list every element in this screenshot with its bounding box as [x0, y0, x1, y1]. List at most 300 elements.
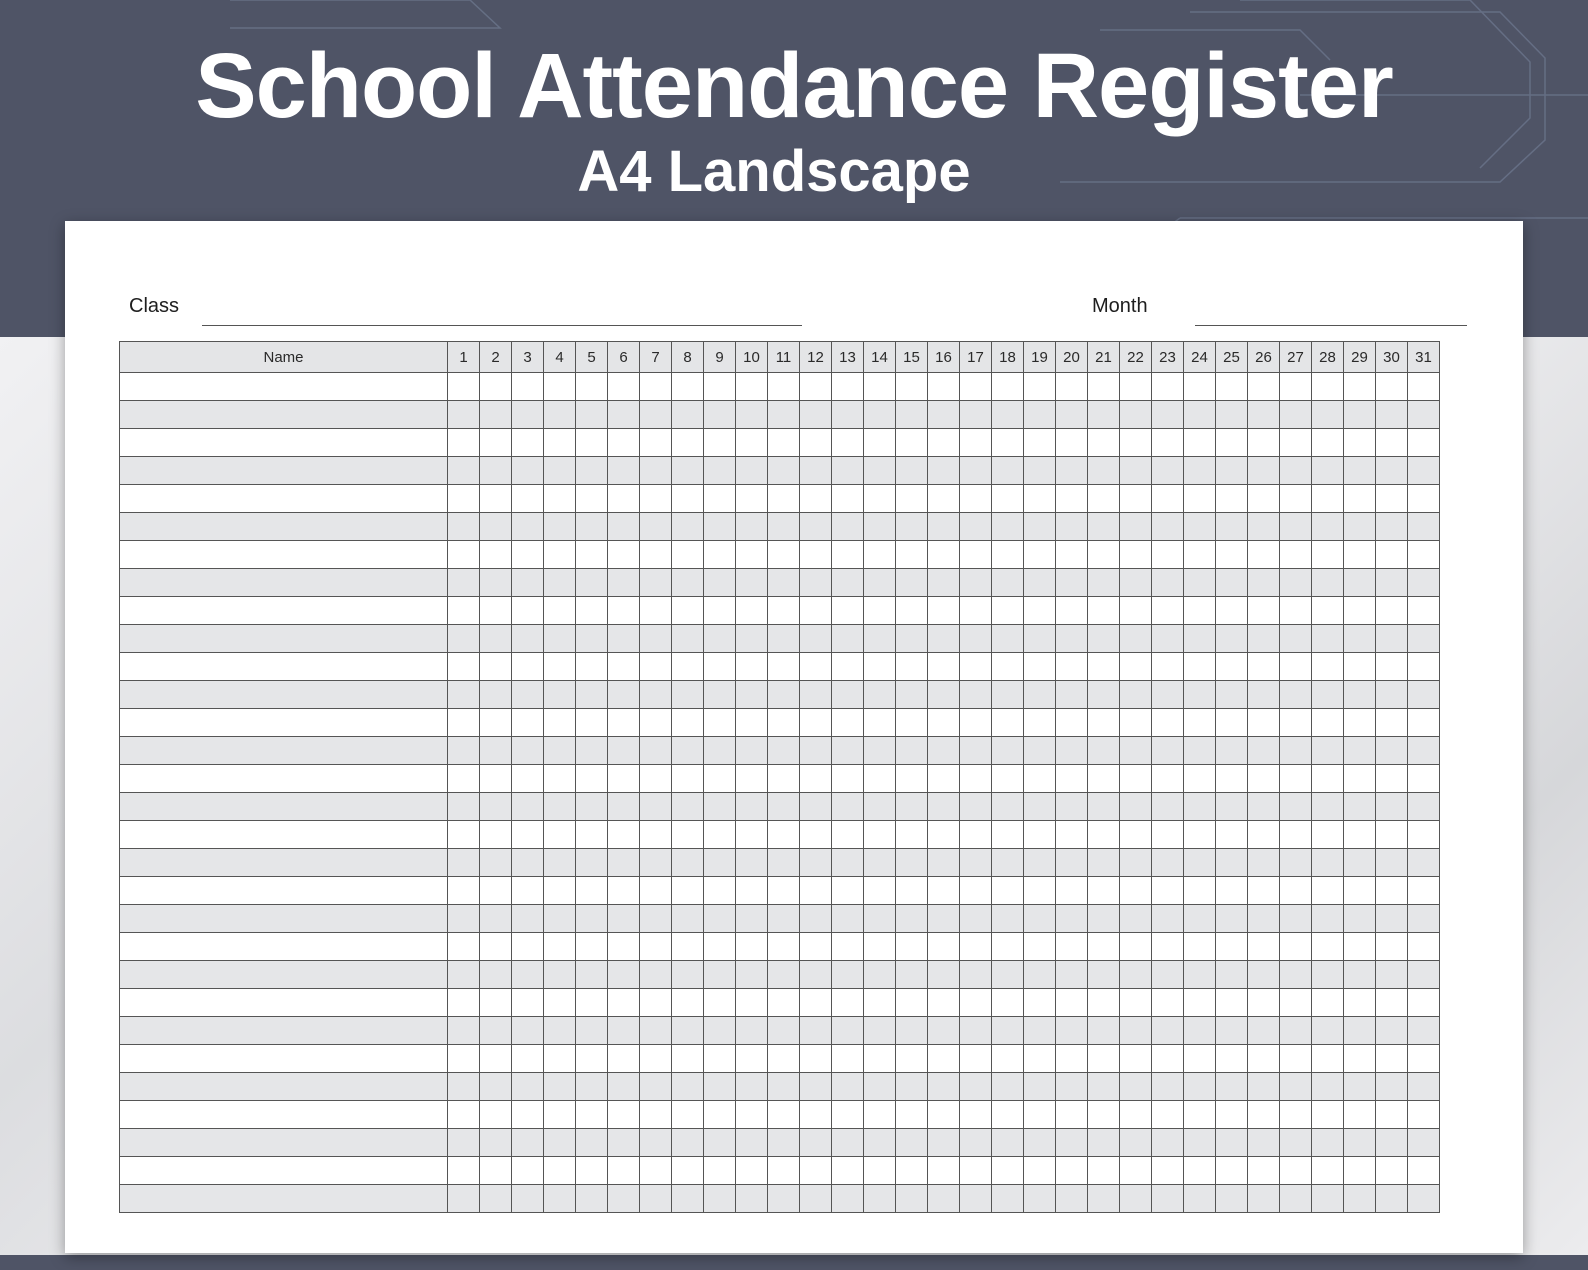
attendance-cell[interactable]: [1184, 625, 1216, 653]
attendance-cell[interactable]: [448, 513, 480, 541]
attendance-cell[interactable]: [864, 541, 896, 569]
attendance-cell[interactable]: [1376, 1101, 1408, 1129]
attendance-cell[interactable]: [640, 625, 672, 653]
student-name-cell[interactable]: [120, 1101, 448, 1129]
attendance-cell[interactable]: [1120, 821, 1152, 849]
attendance-cell[interactable]: [1152, 849, 1184, 877]
attendance-cell[interactable]: [608, 821, 640, 849]
attendance-cell[interactable]: [640, 821, 672, 849]
attendance-cell[interactable]: [1120, 961, 1152, 989]
attendance-cell[interactable]: [1312, 877, 1344, 905]
attendance-cell[interactable]: [928, 989, 960, 1017]
attendance-cell[interactable]: [736, 541, 768, 569]
attendance-cell[interactable]: [512, 821, 544, 849]
attendance-cell[interactable]: [1344, 597, 1376, 625]
attendance-cell[interactable]: [896, 429, 928, 457]
attendance-cell[interactable]: [544, 653, 576, 681]
attendance-cell[interactable]: [1312, 1017, 1344, 1045]
attendance-cell[interactable]: [1152, 429, 1184, 457]
attendance-cell[interactable]: [1184, 1129, 1216, 1157]
attendance-cell[interactable]: [1184, 961, 1216, 989]
attendance-cell[interactable]: [448, 877, 480, 905]
attendance-cell[interactable]: [1408, 737, 1440, 765]
attendance-cell[interactable]: [800, 625, 832, 653]
attendance-cell[interactable]: [768, 905, 800, 933]
attendance-cell[interactable]: [832, 1157, 864, 1185]
attendance-cell[interactable]: [1024, 709, 1056, 737]
attendance-cell[interactable]: [800, 597, 832, 625]
attendance-cell[interactable]: [864, 457, 896, 485]
attendance-cell[interactable]: [800, 709, 832, 737]
attendance-cell[interactable]: [768, 821, 800, 849]
attendance-cell[interactable]: [704, 373, 736, 401]
student-name-cell[interactable]: [120, 401, 448, 429]
attendance-cell[interactable]: [992, 737, 1024, 765]
attendance-cell[interactable]: [896, 569, 928, 597]
attendance-cell[interactable]: [928, 849, 960, 877]
attendance-cell[interactable]: [896, 541, 928, 569]
attendance-cell[interactable]: [704, 737, 736, 765]
attendance-cell[interactable]: [1280, 1157, 1312, 1185]
attendance-cell[interactable]: [1056, 877, 1088, 905]
attendance-cell[interactable]: [512, 429, 544, 457]
attendance-cell[interactable]: [1344, 569, 1376, 597]
attendance-cell[interactable]: [480, 1017, 512, 1045]
attendance-cell[interactable]: [1152, 961, 1184, 989]
attendance-cell[interactable]: [480, 961, 512, 989]
attendance-cell[interactable]: [1376, 1017, 1408, 1045]
attendance-cell[interactable]: [832, 569, 864, 597]
attendance-cell[interactable]: [768, 1045, 800, 1073]
attendance-cell[interactable]: [1024, 737, 1056, 765]
attendance-cell[interactable]: [1056, 1129, 1088, 1157]
student-name-cell[interactable]: [120, 429, 448, 457]
attendance-cell[interactable]: [864, 1157, 896, 1185]
attendance-cell[interactable]: [1248, 709, 1280, 737]
attendance-cell[interactable]: [1120, 1185, 1152, 1213]
attendance-cell[interactable]: [480, 1101, 512, 1129]
attendance-cell[interactable]: [448, 1073, 480, 1101]
attendance-cell[interactable]: [608, 597, 640, 625]
attendance-cell[interactable]: [448, 989, 480, 1017]
attendance-cell[interactable]: [576, 1185, 608, 1213]
attendance-cell[interactable]: [480, 905, 512, 933]
attendance-cell[interactable]: [736, 877, 768, 905]
attendance-cell[interactable]: [544, 877, 576, 905]
attendance-cell[interactable]: [640, 877, 672, 905]
attendance-cell[interactable]: [768, 401, 800, 429]
attendance-cell[interactable]: [1152, 737, 1184, 765]
attendance-cell[interactable]: [1408, 1017, 1440, 1045]
attendance-cell[interactable]: [1152, 1129, 1184, 1157]
attendance-cell[interactable]: [576, 765, 608, 793]
attendance-cell[interactable]: [832, 681, 864, 709]
attendance-cell[interactable]: [704, 933, 736, 961]
attendance-cell[interactable]: [1248, 1185, 1280, 1213]
attendance-cell[interactable]: [1312, 401, 1344, 429]
attendance-cell[interactable]: [1120, 709, 1152, 737]
attendance-cell[interactable]: [992, 625, 1024, 653]
attendance-cell[interactable]: [1408, 597, 1440, 625]
attendance-cell[interactable]: [672, 1073, 704, 1101]
attendance-cell[interactable]: [1280, 1129, 1312, 1157]
attendance-cell[interactable]: [736, 569, 768, 597]
attendance-cell[interactable]: [1312, 933, 1344, 961]
attendance-cell[interactable]: [1376, 485, 1408, 513]
attendance-cell[interactable]: [992, 569, 1024, 597]
student-name-cell[interactable]: [120, 1157, 448, 1185]
attendance-cell[interactable]: [1216, 821, 1248, 849]
attendance-cell[interactable]: [768, 709, 800, 737]
attendance-cell[interactable]: [608, 793, 640, 821]
attendance-cell[interactable]: [544, 737, 576, 765]
attendance-cell[interactable]: [480, 513, 512, 541]
attendance-cell[interactable]: [1312, 905, 1344, 933]
attendance-cell[interactable]: [992, 1129, 1024, 1157]
attendance-cell[interactable]: [736, 961, 768, 989]
attendance-cell[interactable]: [608, 849, 640, 877]
attendance-cell[interactable]: [1088, 877, 1120, 905]
attendance-cell[interactable]: [1248, 989, 1280, 1017]
attendance-cell[interactable]: [864, 709, 896, 737]
attendance-cell[interactable]: [1408, 625, 1440, 653]
attendance-cell[interactable]: [672, 1017, 704, 1045]
attendance-cell[interactable]: [608, 569, 640, 597]
attendance-cell[interactable]: [512, 1157, 544, 1185]
attendance-cell[interactable]: [1408, 653, 1440, 681]
attendance-cell[interactable]: [1088, 1129, 1120, 1157]
attendance-cell[interactable]: [1216, 541, 1248, 569]
attendance-cell[interactable]: [1184, 1017, 1216, 1045]
attendance-cell[interactable]: [672, 849, 704, 877]
attendance-cell[interactable]: [576, 597, 608, 625]
attendance-cell[interactable]: [640, 1185, 672, 1213]
attendance-cell[interactable]: [768, 457, 800, 485]
attendance-cell[interactable]: [992, 401, 1024, 429]
attendance-cell[interactable]: [448, 541, 480, 569]
attendance-cell[interactable]: [768, 961, 800, 989]
attendance-cell[interactable]: [928, 905, 960, 933]
attendance-cell[interactable]: [992, 1157, 1024, 1185]
attendance-cell[interactable]: [480, 849, 512, 877]
attendance-cell[interactable]: [832, 429, 864, 457]
attendance-cell[interactable]: [736, 597, 768, 625]
attendance-cell[interactable]: [448, 1157, 480, 1185]
attendance-cell[interactable]: [1184, 709, 1216, 737]
attendance-cell[interactable]: [544, 793, 576, 821]
attendance-cell[interactable]: [1216, 485, 1248, 513]
attendance-cell[interactable]: [928, 1045, 960, 1073]
attendance-cell[interactable]: [1216, 737, 1248, 765]
attendance-cell[interactable]: [704, 961, 736, 989]
attendance-cell[interactable]: [1184, 457, 1216, 485]
attendance-cell[interactable]: [1184, 1073, 1216, 1101]
attendance-cell[interactable]: [1024, 849, 1056, 877]
attendance-cell[interactable]: [1152, 1101, 1184, 1129]
attendance-cell[interactable]: [832, 653, 864, 681]
attendance-cell[interactable]: [448, 737, 480, 765]
attendance-cell[interactable]: [1056, 849, 1088, 877]
attendance-cell[interactable]: [832, 849, 864, 877]
student-name-cell[interactable]: [120, 821, 448, 849]
attendance-cell[interactable]: [1280, 401, 1312, 429]
attendance-cell[interactable]: [928, 457, 960, 485]
attendance-cell[interactable]: [1088, 961, 1120, 989]
attendance-cell[interactable]: [1376, 457, 1408, 485]
attendance-cell[interactable]: [1056, 513, 1088, 541]
attendance-cell[interactable]: [1152, 681, 1184, 709]
attendance-cell[interactable]: [1376, 905, 1408, 933]
attendance-cell[interactable]: [896, 1129, 928, 1157]
attendance-cell[interactable]: [1280, 485, 1312, 513]
attendance-cell[interactable]: [1376, 1185, 1408, 1213]
attendance-cell[interactable]: [928, 513, 960, 541]
attendance-cell[interactable]: [992, 905, 1024, 933]
attendance-cell[interactable]: [480, 373, 512, 401]
student-name-cell[interactable]: [120, 849, 448, 877]
attendance-cell[interactable]: [1344, 933, 1376, 961]
attendance-cell[interactable]: [448, 933, 480, 961]
attendance-cell[interactable]: [512, 877, 544, 905]
attendance-cell[interactable]: [832, 905, 864, 933]
attendance-cell[interactable]: [1344, 485, 1376, 513]
attendance-cell[interactable]: [480, 653, 512, 681]
attendance-cell[interactable]: [1408, 1129, 1440, 1157]
attendance-cell[interactable]: [1088, 457, 1120, 485]
attendance-cell[interactable]: [1248, 737, 1280, 765]
attendance-cell[interactable]: [608, 513, 640, 541]
attendance-cell[interactable]: [736, 1129, 768, 1157]
attendance-cell[interactable]: [992, 457, 1024, 485]
attendance-cell[interactable]: [704, 1101, 736, 1129]
attendance-cell[interactable]: [800, 681, 832, 709]
attendance-cell[interactable]: [1376, 849, 1408, 877]
attendance-cell[interactable]: [1216, 961, 1248, 989]
attendance-cell[interactable]: [1216, 933, 1248, 961]
student-name-cell[interactable]: [120, 597, 448, 625]
attendance-cell[interactable]: [1056, 569, 1088, 597]
attendance-cell[interactable]: [544, 961, 576, 989]
attendance-cell[interactable]: [864, 373, 896, 401]
attendance-cell[interactable]: [1120, 513, 1152, 541]
attendance-cell[interactable]: [1408, 681, 1440, 709]
attendance-cell[interactable]: [448, 765, 480, 793]
attendance-cell[interactable]: [576, 1045, 608, 1073]
attendance-cell[interactable]: [640, 1157, 672, 1185]
attendance-cell[interactable]: [832, 793, 864, 821]
attendance-cell[interactable]: [544, 681, 576, 709]
attendance-cell[interactable]: [1216, 1045, 1248, 1073]
attendance-cell[interactable]: [672, 1045, 704, 1073]
attendance-cell[interactable]: [576, 793, 608, 821]
attendance-cell[interactable]: [736, 849, 768, 877]
attendance-cell[interactable]: [1088, 1157, 1120, 1185]
attendance-cell[interactable]: [928, 625, 960, 653]
attendance-cell[interactable]: [1216, 709, 1248, 737]
attendance-cell[interactable]: [864, 485, 896, 513]
attendance-cell[interactable]: [704, 681, 736, 709]
attendance-cell[interactable]: [448, 485, 480, 513]
attendance-cell[interactable]: [640, 681, 672, 709]
student-name-cell[interactable]: [120, 737, 448, 765]
attendance-cell[interactable]: [608, 541, 640, 569]
attendance-cell[interactable]: [1280, 933, 1312, 961]
attendance-cell[interactable]: [896, 1101, 928, 1129]
attendance-cell[interactable]: [1408, 401, 1440, 429]
attendance-cell[interactable]: [864, 1101, 896, 1129]
attendance-cell[interactable]: [800, 1185, 832, 1213]
attendance-cell[interactable]: [608, 961, 640, 989]
attendance-cell[interactable]: [1056, 597, 1088, 625]
attendance-cell[interactable]: [1312, 485, 1344, 513]
attendance-cell[interactable]: [1024, 401, 1056, 429]
attendance-cell[interactable]: [960, 485, 992, 513]
attendance-cell[interactable]: [736, 457, 768, 485]
attendance-cell[interactable]: [640, 429, 672, 457]
student-name-cell[interactable]: [120, 1045, 448, 1073]
attendance-cell[interactable]: [992, 597, 1024, 625]
attendance-cell[interactable]: [1312, 1185, 1344, 1213]
attendance-cell[interactable]: [928, 1101, 960, 1129]
attendance-cell[interactable]: [512, 989, 544, 1017]
attendance-cell[interactable]: [1120, 569, 1152, 597]
attendance-cell[interactable]: [896, 401, 928, 429]
attendance-cell[interactable]: [640, 961, 672, 989]
attendance-cell[interactable]: [544, 765, 576, 793]
attendance-cell[interactable]: [672, 765, 704, 793]
attendance-cell[interactable]: [1376, 597, 1408, 625]
attendance-cell[interactable]: [1216, 877, 1248, 905]
attendance-cell[interactable]: [832, 485, 864, 513]
attendance-cell[interactable]: [672, 905, 704, 933]
attendance-cell[interactable]: [1216, 597, 1248, 625]
attendance-cell[interactable]: [640, 1129, 672, 1157]
attendance-cell[interactable]: [1248, 877, 1280, 905]
attendance-cell[interactable]: [1120, 765, 1152, 793]
attendance-cell[interactable]: [864, 737, 896, 765]
attendance-cell[interactable]: [896, 1073, 928, 1101]
attendance-cell[interactable]: [1120, 485, 1152, 513]
attendance-cell[interactable]: [928, 1157, 960, 1185]
attendance-cell[interactable]: [1088, 541, 1120, 569]
attendance-cell[interactable]: [480, 541, 512, 569]
student-name-cell[interactable]: [120, 793, 448, 821]
attendance-cell[interactable]: [768, 541, 800, 569]
attendance-cell[interactable]: [576, 821, 608, 849]
attendance-cell[interactable]: [1280, 681, 1312, 709]
attendance-cell[interactable]: [1120, 373, 1152, 401]
attendance-cell[interactable]: [480, 485, 512, 513]
attendance-cell[interactable]: [704, 821, 736, 849]
attendance-cell[interactable]: [800, 1157, 832, 1185]
attendance-cell[interactable]: [1184, 373, 1216, 401]
attendance-cell[interactable]: [512, 1045, 544, 1073]
attendance-cell[interactable]: [1216, 1073, 1248, 1101]
attendance-cell[interactable]: [768, 1185, 800, 1213]
attendance-cell[interactable]: [1280, 877, 1312, 905]
attendance-cell[interactable]: [672, 1101, 704, 1129]
attendance-cell[interactable]: [640, 1017, 672, 1045]
attendance-cell[interactable]: [960, 401, 992, 429]
attendance-cell[interactable]: [1408, 569, 1440, 597]
attendance-cell[interactable]: [544, 1129, 576, 1157]
attendance-cell[interactable]: [1408, 457, 1440, 485]
attendance-cell[interactable]: [512, 513, 544, 541]
attendance-cell[interactable]: [928, 485, 960, 513]
attendance-cell[interactable]: [1280, 793, 1312, 821]
attendance-cell[interactable]: [1088, 1045, 1120, 1073]
attendance-cell[interactable]: [736, 1101, 768, 1129]
attendance-cell[interactable]: [960, 961, 992, 989]
attendance-cell[interactable]: [672, 401, 704, 429]
attendance-cell[interactable]: [768, 1157, 800, 1185]
attendance-cell[interactable]: [960, 1185, 992, 1213]
attendance-cell[interactable]: [1344, 373, 1376, 401]
attendance-cell[interactable]: [768, 653, 800, 681]
attendance-cell[interactable]: [960, 877, 992, 905]
attendance-cell[interactable]: [1344, 457, 1376, 485]
attendance-cell[interactable]: [1152, 1073, 1184, 1101]
attendance-cell[interactable]: [832, 1017, 864, 1045]
attendance-cell[interactable]: [1056, 793, 1088, 821]
attendance-cell[interactable]: [1152, 457, 1184, 485]
attendance-cell[interactable]: [1056, 1185, 1088, 1213]
attendance-cell[interactable]: [448, 569, 480, 597]
attendance-cell[interactable]: [1088, 429, 1120, 457]
attendance-cell[interactable]: [896, 877, 928, 905]
attendance-cell[interactable]: [1344, 1017, 1376, 1045]
attendance-cell[interactable]: [864, 1185, 896, 1213]
attendance-cell[interactable]: [704, 625, 736, 653]
attendance-cell[interactable]: [1152, 597, 1184, 625]
attendance-cell[interactable]: [1280, 737, 1312, 765]
attendance-cell[interactable]: [544, 1185, 576, 1213]
attendance-cell[interactable]: [1312, 653, 1344, 681]
attendance-cell[interactable]: [736, 513, 768, 541]
attendance-cell[interactable]: [800, 457, 832, 485]
attendance-cell[interactable]: [736, 1185, 768, 1213]
attendance-cell[interactable]: [1152, 905, 1184, 933]
attendance-cell[interactable]: [960, 737, 992, 765]
attendance-cell[interactable]: [832, 1073, 864, 1101]
attendance-cell[interactable]: [832, 373, 864, 401]
attendance-cell[interactable]: [928, 1017, 960, 1045]
attendance-cell[interactable]: [1088, 933, 1120, 961]
attendance-cell[interactable]: [1376, 793, 1408, 821]
attendance-cell[interactable]: [864, 793, 896, 821]
attendance-cell[interactable]: [928, 681, 960, 709]
attendance-cell[interactable]: [704, 569, 736, 597]
attendance-cell[interactable]: [1408, 709, 1440, 737]
attendance-cell[interactable]: [1120, 625, 1152, 653]
attendance-cell[interactable]: [480, 625, 512, 653]
attendance-cell[interactable]: [928, 1073, 960, 1101]
attendance-cell[interactable]: [608, 1017, 640, 1045]
attendance-cell[interactable]: [1408, 1045, 1440, 1073]
attendance-cell[interactable]: [704, 1157, 736, 1185]
attendance-cell[interactable]: [896, 709, 928, 737]
attendance-cell[interactable]: [544, 709, 576, 737]
student-name-cell[interactable]: [120, 653, 448, 681]
attendance-cell[interactable]: [1344, 401, 1376, 429]
attendance-cell[interactable]: [768, 513, 800, 541]
attendance-cell[interactable]: [1344, 1101, 1376, 1129]
attendance-cell[interactable]: [1088, 373, 1120, 401]
attendance-cell[interactable]: [864, 681, 896, 709]
attendance-cell[interactable]: [1056, 821, 1088, 849]
student-name-cell[interactable]: [120, 569, 448, 597]
attendance-cell[interactable]: [512, 541, 544, 569]
